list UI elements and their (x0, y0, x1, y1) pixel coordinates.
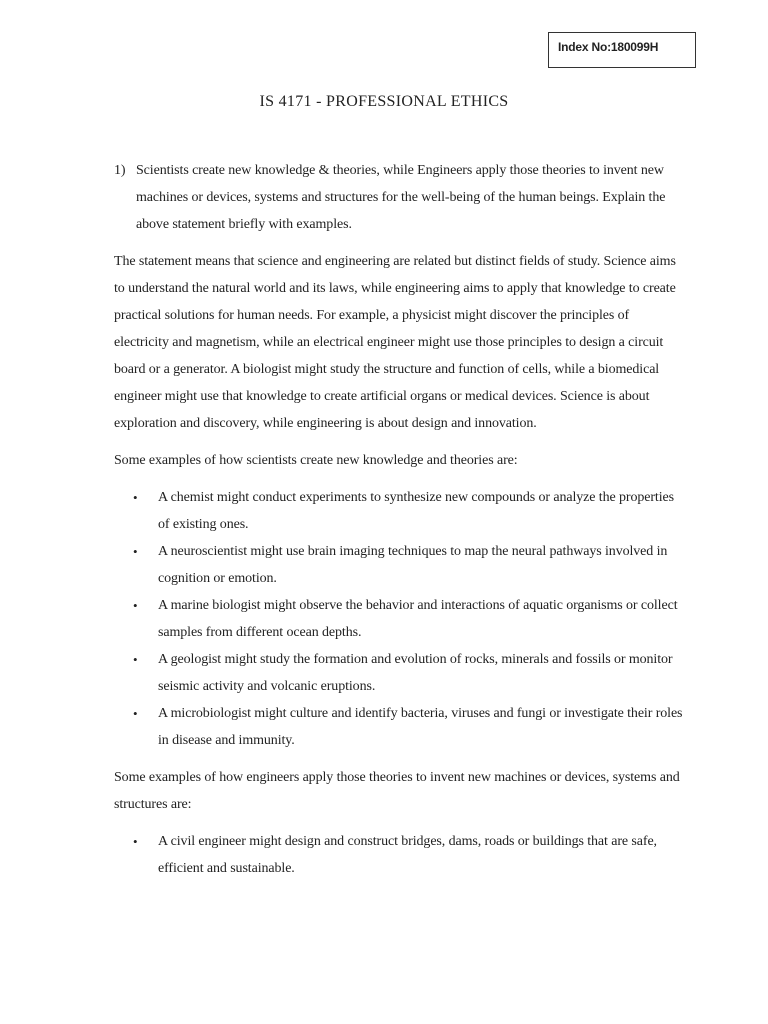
document-title: IS 4171 - PROFESSIONAL ETHICS (259, 93, 509, 110)
list-item (114, 592, 684, 646)
scientists-intro: Some examples of how scientists create new knowledge and theories are: (114, 453, 518, 468)
bullet-icon: • (133, 652, 138, 667)
index-number-text: Index No:180099H (558, 40, 659, 54)
bullet-icon: • (133, 490, 138, 505)
bullet-icon: • (133, 544, 138, 559)
list-item (114, 700, 684, 754)
list-item-text: A civil engineer might design and construct bridges, dams, roads or buildings that are safe, efficient and sustainable. (158, 834, 657, 876)
list-item-text: A chemist might conduct experiments to synthesize new compounds or analyze the properties of existing ones. (158, 490, 674, 532)
engineers-examples-list (114, 828, 684, 882)
bullet-icon: • (133, 706, 138, 721)
list-item (114, 828, 684, 882)
list-item (114, 538, 684, 592)
list-item (114, 484, 684, 538)
engineers-intro: Some examples of how engineers apply those theories to invent new machines or devices, systems and structures are: (114, 770, 680, 812)
list-item-text: A geologist might study the formation and evolution of rocks, minerals and fossils or monitor seismic activity and volcanic eruptions. (158, 652, 673, 694)
question-text: Scientists create new knowledge & theories, while Engineers apply those theories to invent new machines or devices, systems and structures for the well-being of the human beings. Explain the above statement briefly with examples. (136, 163, 666, 232)
scientists-examples-list (114, 484, 684, 754)
list-item-text: A neuroscientist might use brain imaging techniques to map the neural pathways involved in cognition or emotion. (158, 544, 668, 586)
bullet-icon: • (133, 598, 138, 613)
index-number-box (548, 32, 696, 68)
question-1 (114, 157, 684, 238)
document-body (114, 157, 684, 892)
question-number: 1) (114, 163, 126, 178)
list-item (114, 646, 684, 700)
bullet-icon: • (133, 834, 138, 849)
list-item-text: A microbiologist might culture and identify bacteria, viruses and fungi or investigate their roles in disease and immunity. (158, 706, 683, 748)
answer-paragraph: The statement means that science and engineering are related but distinct fields of study. Science aims to understand the natural world and its laws, while engineering aims to apply that knowledge to create practical solutions for human needs. For example, a physicist might discover the principles of electricity and magnetism, while an electrical engineer might use those principles to design a circuit board or a generator. A biologist might study the structure and function of cells, while a biomedical engineer might use that knowledge to create artificial organs or medical devices. Science is about exploration and discovery, while engineering is about design and innovation. (114, 254, 676, 431)
list-item-text: A marine biologist might observe the behavior and interactions of aquatic organisms or collect samples from different ocean depths. (158, 598, 678, 640)
